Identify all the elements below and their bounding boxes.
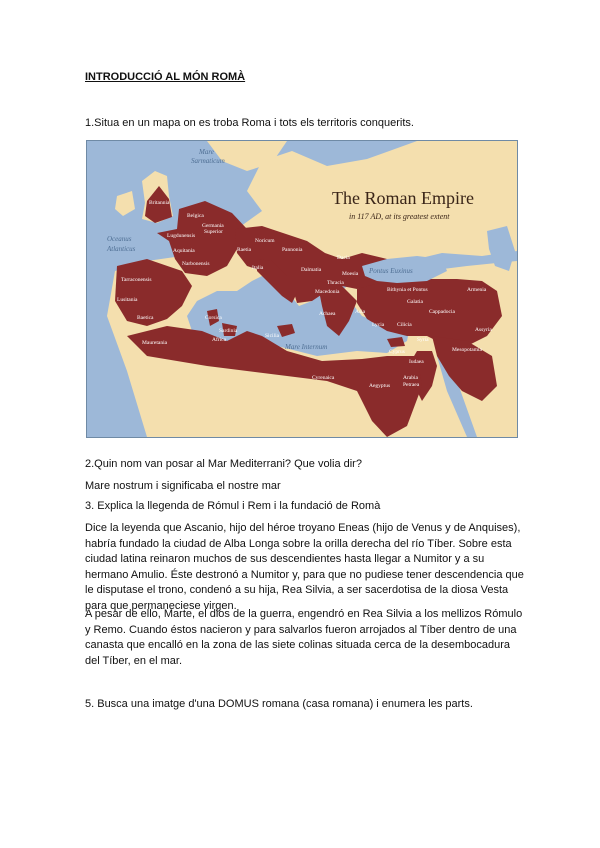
question-2: 2.Quin nom van posar al Mar Mediterrani? Que volia dir? bbox=[85, 458, 362, 470]
region-label: Tarraconensis bbox=[121, 277, 152, 283]
answer-2: Mare nostrum i significaba el nostre mar bbox=[85, 480, 281, 492]
region-label: Syria bbox=[417, 337, 429, 343]
region-label: Cyrenaica bbox=[312, 375, 335, 381]
region-label: Sicilia bbox=[265, 333, 280, 339]
sea-label: Pontus Euxinus bbox=[369, 267, 413, 275]
region-label: Noricum bbox=[255, 238, 275, 244]
region-label: Lusitania bbox=[117, 297, 138, 303]
sea-label: Atlanticus bbox=[107, 245, 136, 253]
map-title: The Roman Empire bbox=[332, 188, 474, 208]
region-label: Lugdunensis bbox=[167, 233, 196, 239]
document-title: INTRODUCCIÓ AL MÓN ROMÀ bbox=[85, 71, 246, 83]
region-label: Aegyptus bbox=[369, 383, 391, 389]
region-label: Dalmatia bbox=[301, 267, 322, 273]
region-label: Belgica bbox=[187, 213, 204, 219]
region-label: Mesopotamia bbox=[452, 347, 482, 353]
region-label: Corsica bbox=[205, 315, 222, 321]
region-label: Narbonensis bbox=[182, 261, 210, 267]
region-label: Dacia bbox=[337, 255, 350, 261]
region-label: Italia bbox=[252, 265, 264, 271]
region-label: Armenia bbox=[467, 287, 487, 293]
region-label: Mauretania bbox=[142, 340, 168, 346]
region-label: Africa bbox=[212, 337, 227, 343]
region-label: Galatia bbox=[407, 299, 423, 305]
legend-paragraph-2: A pesar de ello, Marte, el dios de la guerra, engendró en Rea Silvia a los mellizos Rómulo y Remo. Cuando éstos nacieron y para salvarlos fueron arrojados al Tíber dentro de una canasta que encalló en la zona de las siete colinas situada cerca de la desembocadura del Tíber, en el mar. bbox=[85, 608, 523, 667]
sea-label: Mare Internum bbox=[285, 343, 328, 351]
region-label: Aquitania bbox=[173, 248, 195, 254]
region-label: Iudaea bbox=[409, 359, 424, 365]
sea-label: Mare bbox=[199, 148, 214, 156]
region-label: Raetia bbox=[237, 247, 252, 253]
region-label: Lycia bbox=[372, 322, 385, 328]
sea-label: Oceanus bbox=[107, 235, 132, 243]
region-label: Pannonia bbox=[282, 247, 303, 253]
region-label: Petraea bbox=[403, 382, 420, 388]
region-label: Superior bbox=[204, 229, 223, 235]
question-1: 1.Situa en un mapa on es troba Roma i tots els territoris conquerits. bbox=[85, 117, 414, 129]
region-label: Bithynia et Pontus bbox=[387, 287, 428, 293]
region-label: Sardinia bbox=[219, 328, 238, 334]
region-label: Cyprus bbox=[389, 349, 405, 355]
map-graphic bbox=[87, 141, 517, 437]
map-subtitle: in 117 AD, at its greatest extent bbox=[349, 212, 450, 221]
region-label: Cilicia bbox=[397, 322, 412, 328]
region-label: Achaea bbox=[319, 311, 336, 317]
roman-empire-map bbox=[86, 140, 518, 438]
region-label: Britannia bbox=[149, 200, 170, 206]
region-label: Germania bbox=[202, 223, 224, 229]
question-3: 3. Explica la llegenda de Rómul i Rem i la fundació de Romà bbox=[85, 500, 381, 512]
region-label: Assyria bbox=[475, 327, 492, 333]
region-label: Baetica bbox=[137, 315, 154, 321]
legend-paragraph-1: Dice la leyenda que Ascanio, hijo del héroe troyano Eneas (hijo de Venus y de Anquises), habría fundado la ciudad de Alba Longa sobre la orilla derecha del río Tíber. Sobre esta ciudad latina reinaron muchos de sus descendientes hasta llegar a Numitor y a su hermano Amulio. Éste destronó a Numitor y, para que no pudiese tener descendencia que le disputase el trono, condenó a su hija, Rea Silvia, a ser sacerdotisa de la diosa Vesta para que permaneciese virgen. bbox=[85, 522, 524, 612]
region-label: Cappadocia bbox=[429, 309, 455, 315]
region-label: Asia bbox=[355, 309, 366, 315]
sea-label: Sarmaticum bbox=[191, 157, 225, 165]
region-label: Arabia bbox=[403, 375, 418, 381]
region-label: Moesia bbox=[342, 271, 359, 277]
question-5: 5. Busca una imatge d'una DOMUS romana (casa romana) i enumera les parts. bbox=[85, 698, 473, 710]
region-label: Thracia bbox=[327, 280, 344, 286]
region-label: Macedonia bbox=[315, 289, 340, 295]
